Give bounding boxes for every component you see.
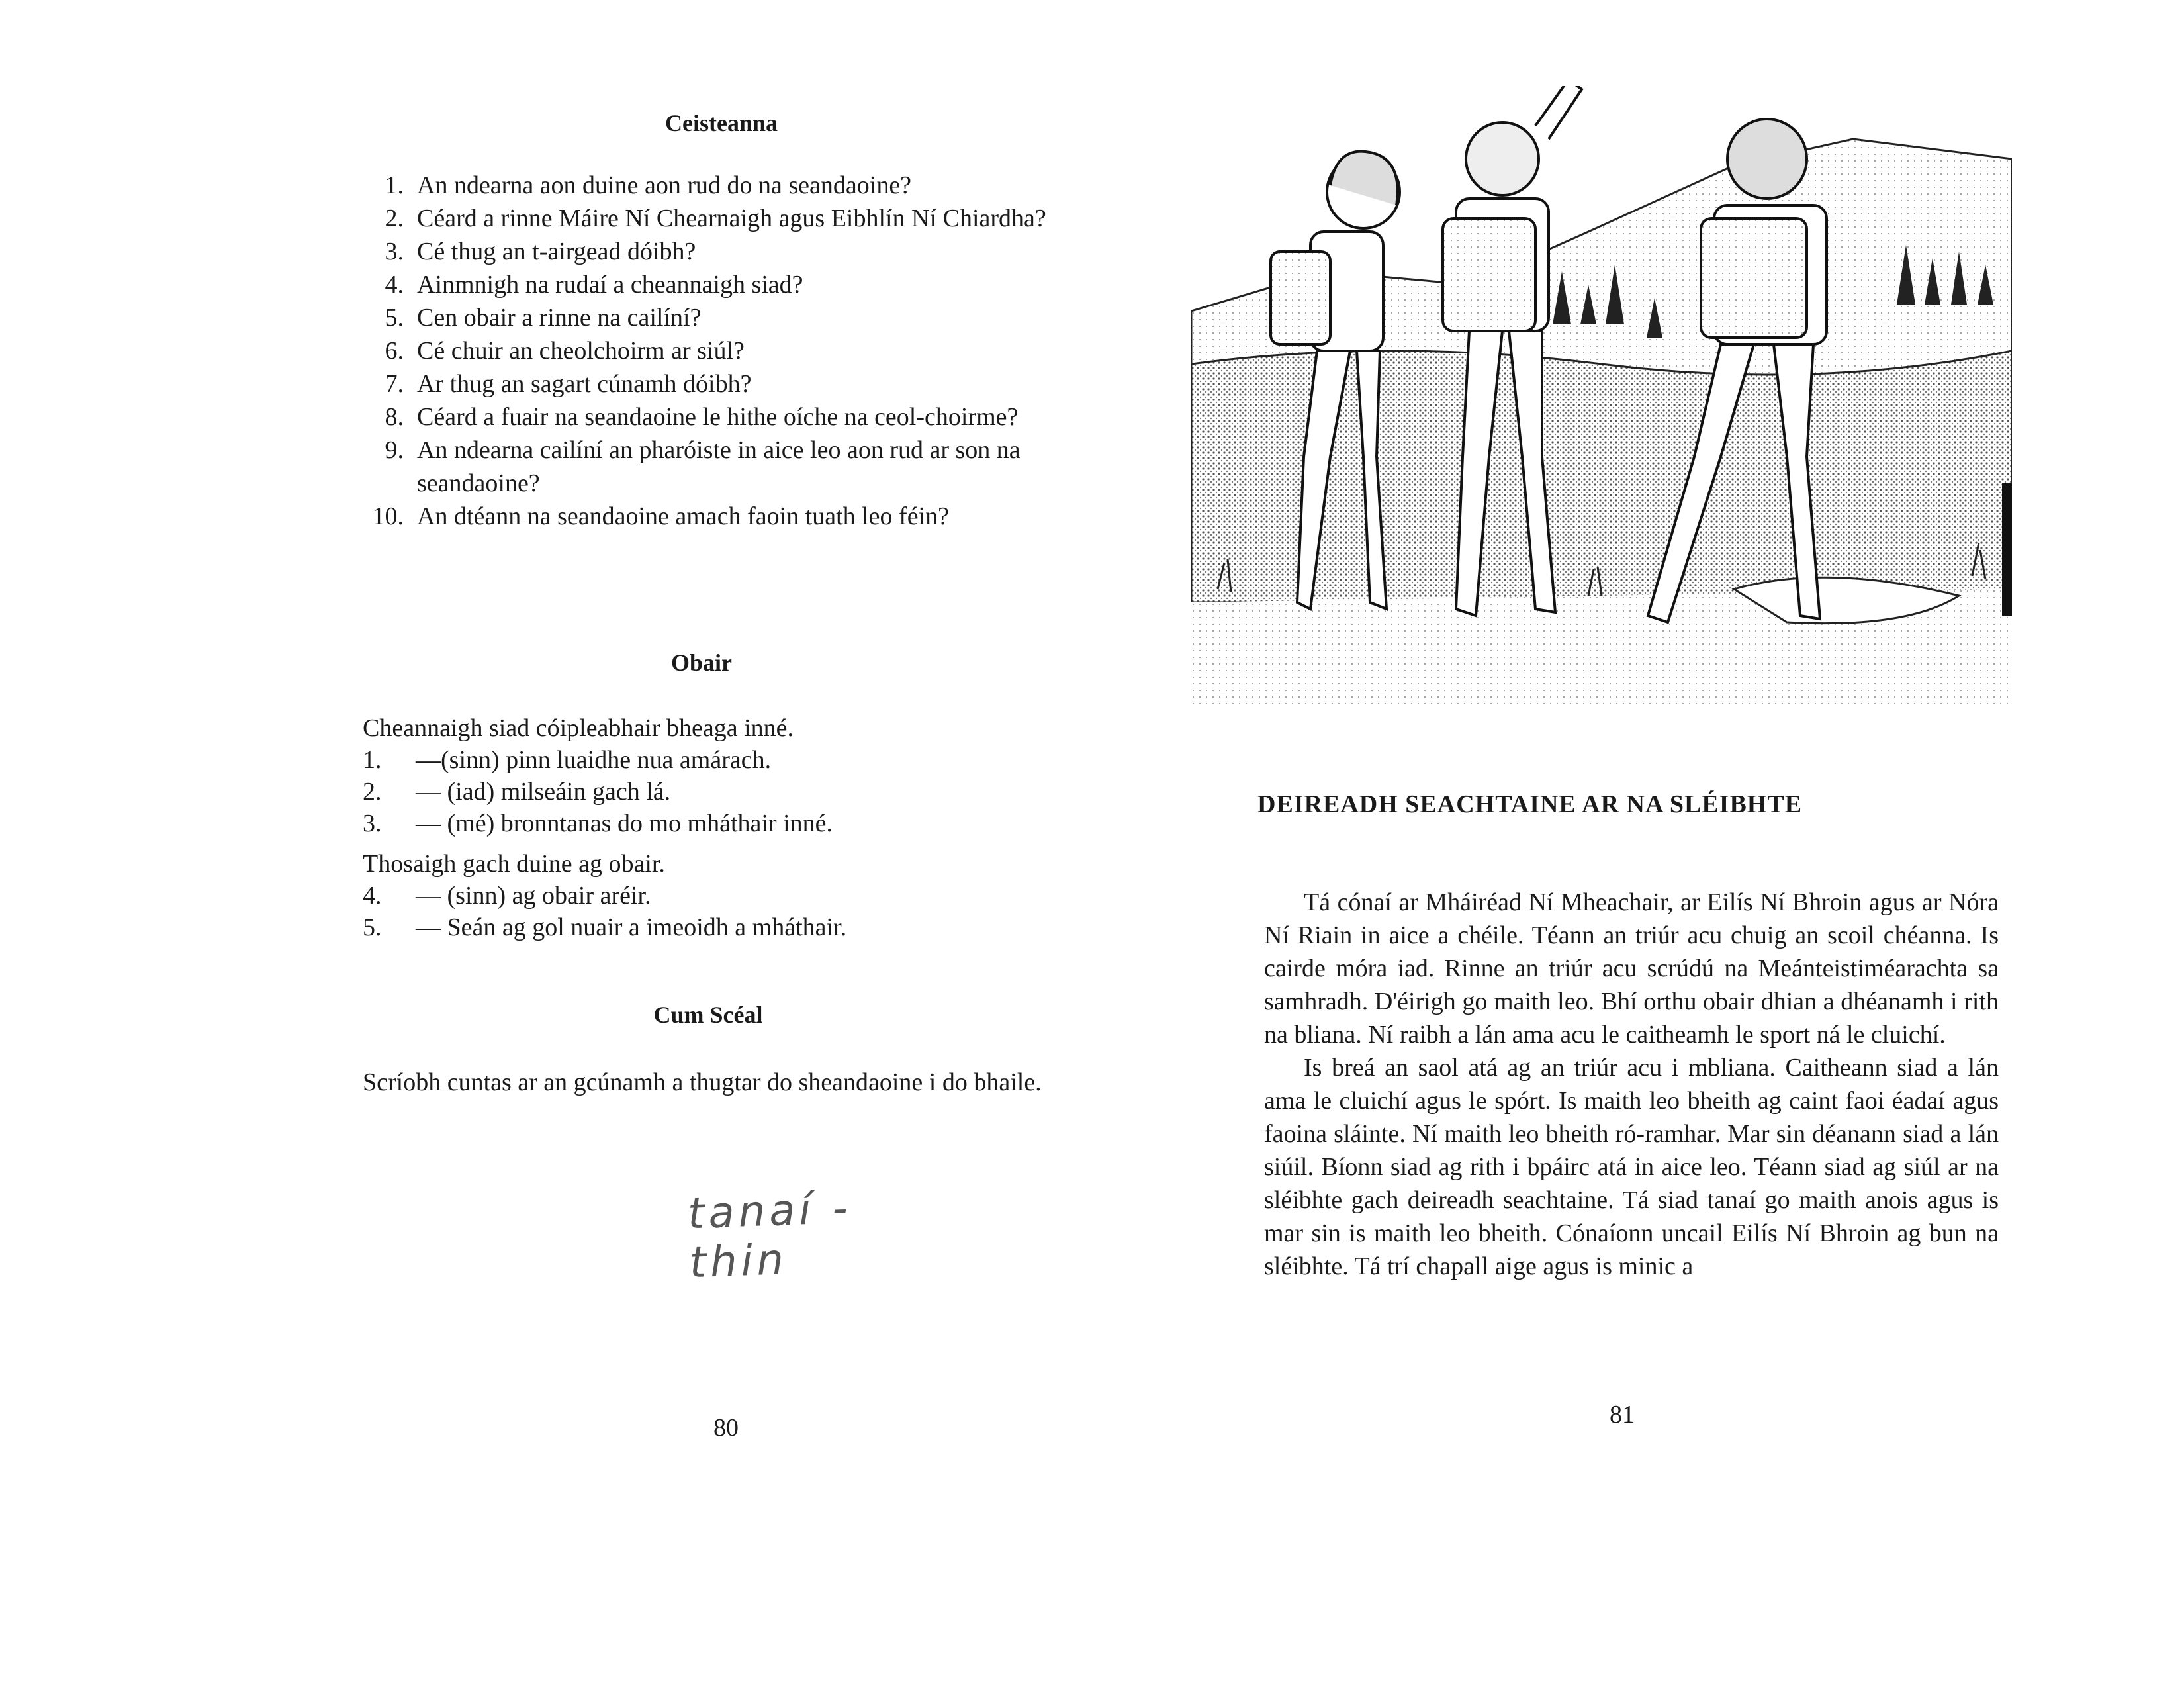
- questions-heading: Ceisteanna: [665, 110, 778, 136]
- story-title: DEIREADH SEACHTAINE AR NA SLÉIBHTE: [1257, 790, 1803, 818]
- question-item: 9. An ndearna cailíní an pharóiste in aice leo aon rud ar son na seandaoine?: [385, 436, 1021, 497]
- work-item: 1. —(sinn) pinn luaidhe nua amárach.: [363, 746, 772, 774]
- question-item: 2. Céard a rinne Máire Ní Chearnaigh agus Eibhlín Ní Chiardha?: [385, 205, 1046, 232]
- three-girls-hiking-illustration: [1191, 86, 2012, 708]
- work-heading: Obair: [670, 649, 732, 676]
- work-item: 2. — (iad) milseáin gach lá.: [363, 778, 671, 806]
- story-prompt: Scríobh cuntas ar an gcúnamh a thugtar do sheandaoine i do bhaile.: [363, 1068, 1042, 1096]
- page-number-right: 81: [1610, 1401, 1635, 1429]
- story-text: [1264, 886, 1999, 1283]
- question-item: 6. Cé chuir an cheolchoirm ar siúl?: [385, 337, 745, 365]
- question-item: 3. Cé thug an t-airgead dóibh?: [385, 238, 696, 265]
- work-example-2: Thosaigh gach duine ag obair.: [363, 850, 665, 878]
- work-item: 3. — (mé) bronntanas do mo mháthair inné.: [363, 810, 833, 837]
- page-number-left: 80: [713, 1414, 739, 1442]
- questions-list: [357, 169, 1092, 533]
- question-item: 8. Céard a fuair na seandaoine le hithe oíche na ceol-choirme?: [385, 403, 1019, 431]
- work-item: 5. — Seán ag gol nuair a imeoidh a mháthair.: [363, 914, 847, 941]
- handwritten-note: tanaí - thin: [687, 1184, 852, 1288]
- question-item: 10. An dtéann na seandaoine amach faoin tuath leo féin?: [372, 502, 949, 530]
- story-heading: Cum Scéal: [653, 1002, 763, 1028]
- work-example-1: Cheannaigh siad cóipleabhair bheaga inné.: [363, 714, 794, 742]
- question-item: 5. Cen obair a rinne na cailíní?: [385, 304, 702, 332]
- question-item: 4. Ainmnigh na rudaí a cheannaigh siad?: [385, 271, 803, 299]
- work-item: 4. — (sinn) ag obair aréir.: [363, 882, 651, 910]
- question-item: 7. Ar thug an sagart cúnamh dóibh?: [385, 370, 752, 398]
- question-item: 1. An ndearna aon duine aon rud do na seandaoine?: [385, 171, 912, 199]
- story-paragraph: Is breá an saol atá ag an triúr acu i mbliana. Caitheann siad a lán ama le cluichí agus le spórt. Is maith leo bheith ag caint faoi éadaí agus faoina sláinte. Ní maith leo bheith ró-ramhar. Mar sin déanann siad a lán siúil. Bíonn siad ag rith i bpáirc atá in aice leo. Téann siad ag siúl ar na sléibhte gach deireadh seachtaine. Tá siad tanaí go maith anois agus is mar sin is maith leo bheith. Cónaíonn uncail Eilís Ní Bhroin ag bun na sléibhte. Tá trí chapall aige agus is minic a: [1264, 1054, 1999, 1280]
- story-paragraph: Tá cónaí ar Mháiréad Ní Mheachair, ar Eilís Ní Bhroin agus ar Nóra Ní Riain in aice a chéile. Téann an triúr acu chuig an scoil chéanna. Is cairde móra iad. Rinne an triúr acu scrúdú na Meánteistiméarachta sa samhradh. D'éirigh go maith leo. Bhí orthu obair dhian a dhéanamh i rith na bliana. Ní raibh a lán ama acu le caitheamh le sport ná le cluichí.: [1264, 888, 1999, 1049]
